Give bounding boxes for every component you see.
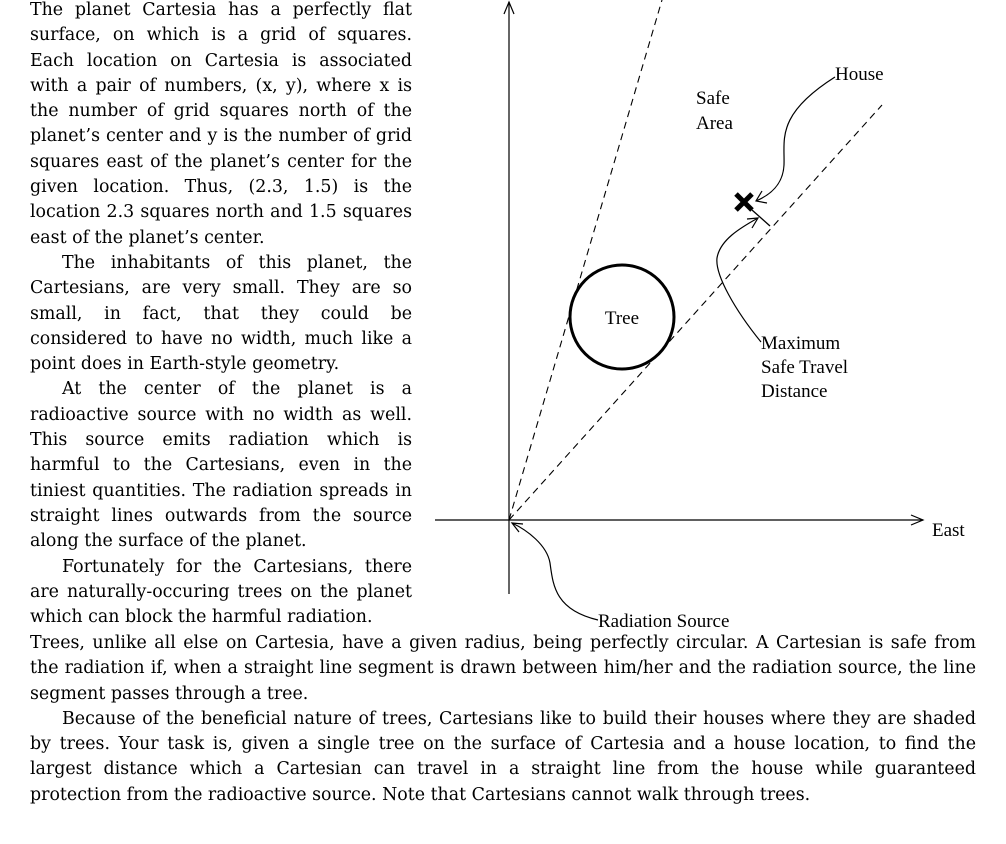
max-distance-leader-arrow [717,218,761,342]
house-label: House [835,64,884,85]
source-leader-arrow [512,523,598,620]
paragraph-inhabitants: The inhabitants of this planet, the Cartesians, are very small. They are so small, in fact, that they could be considered to have no width, much like a point does in Earth-style geometry. [30,252,412,375]
radiation-source-label: Radiation Source [598,611,730,632]
diagram-svg [430,0,1006,632]
tree-label: Tree [604,308,640,329]
house-marker-icon [736,194,752,210]
max-distance-label-line3: Distance [761,381,828,402]
paragraph-planet-description: The planet Cartesia has a perfectly flat surface, on which is a grid of squares. Each location on Cartesia is associated with a pair of numbers, (x, y), where x is the number of grid squares north of the planet’s center and y is the number of grid squares east of the planet’s center for the given location. Thus, (2.3, 1.5) is the location 2.3 squares north and 1.5 squares east of the planet’s center. [30,0,412,248]
safe-area-label-line1: Safe [696,88,730,109]
diagram-figure [430,0,1006,632]
continuation-text [30,631,976,808]
paragraph-radiation-source: At the center of the planet is a radioactive source with no width as well. This source emits radiation which is harmful to the Cartesians, even in the tiniest quantities. The radiation spreads in straight lines outwards from the source along the surface of the planet. [30,379,412,552]
paragraph-trees-intro: Fortunately for the Cartesians, there are naturally-occuring trees on the planet which can block the harmful radiation. [30,556,412,628]
house-leader-arrowhead [756,191,767,203]
house-leader-arrow [756,77,835,201]
max-distance-label-line1: Maximum [761,333,841,354]
tangent-line-right [509,105,882,520]
tangent-line-left [509,0,662,520]
intro-column-text [30,0,412,630]
paragraph-task: Because of the beneficial nature of trees, Cartesians like to build their houses where they are shaded by trees. Your task is, given a single tree on the surface of Cartesia and a house location, to find the largest distance which a Cartesian can travel in a straight line from the house while guaranteed protection from the radioactive source. Note that Cartesians cannot walk through trees. [30,708,976,805]
max-distance-label-line2: Safe Travel [761,357,849,378]
safe-area-label-line2: Area [696,113,733,134]
east-label: East [932,520,965,541]
paragraph-trees-radius: Trees, unlike all else on Cartesia, have a given radius, being perfectly circular. A Cartesian is safe from the radiation if, when a straight line segment is drawn between him/her and the radiation source, the line segment passes through a tree. [30,633,976,704]
